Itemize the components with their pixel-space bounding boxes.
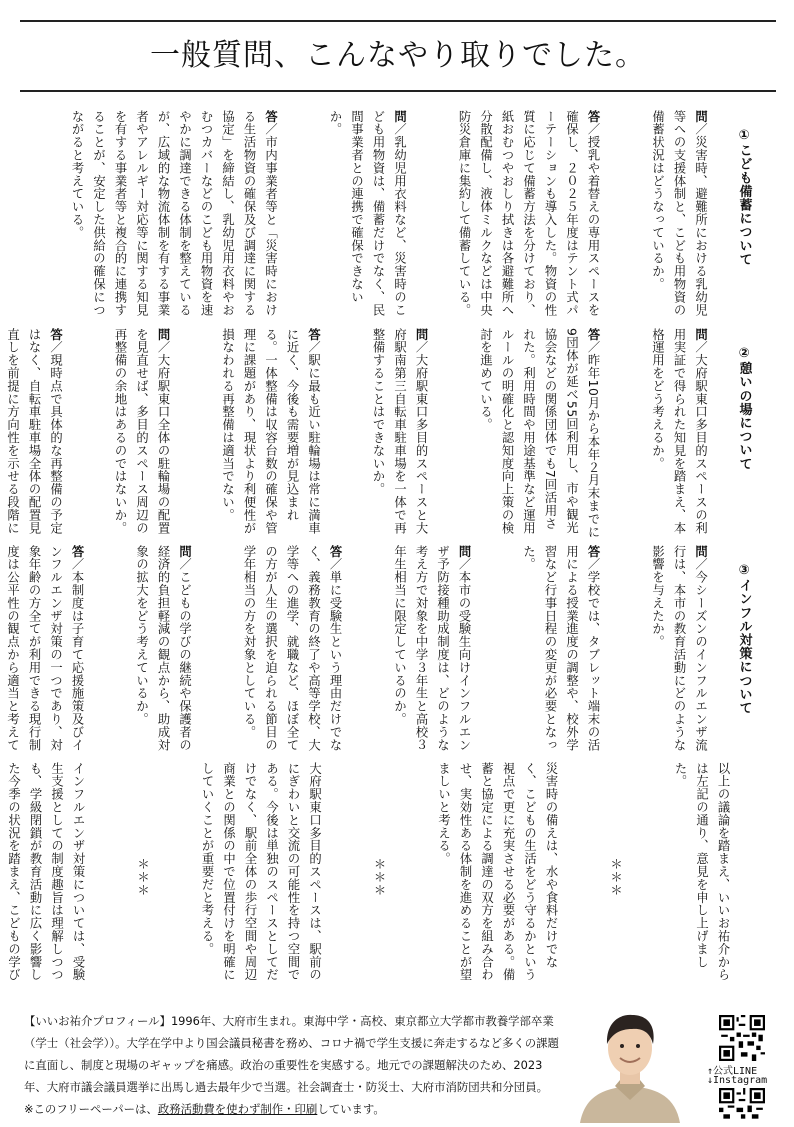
top-rule xyxy=(20,20,776,22)
question-label: 問 xyxy=(177,545,192,558)
answer-text: ／単に受験生という理由だけでなく、義務教育の終了や高等学校、大学等への進学、就職など、ほぼ全ての方が人生の選択を迫られる節目の学年相当の方を対象としている。 xyxy=(242,545,342,752)
portrait-photo xyxy=(560,1000,700,1123)
question-text: ／災害時、避難所における乳幼児等への支援体制と、こども用物資の備蓄状況はどうなっているか。 xyxy=(650,110,708,317)
question-label: 問 xyxy=(392,110,407,123)
opinion-intro: 以上の議論を踏まえ、いいお祐介からは左記の通り、意見を申し上げました。 xyxy=(673,762,730,982)
line-label: ↑公式LINE xyxy=(707,1066,758,1077)
page-title: 一般質問、こんなやり取りでした。 xyxy=(150,38,646,73)
answer-label: 答 xyxy=(586,545,600,558)
section-divider xyxy=(20,542,776,543)
section-opinions xyxy=(6,762,776,992)
profile-text: 【いいお祐介プロフィール】1996年、大府市生まれ。東海中学・高校、東京都立大学都市教養学部卒業（学士（社会学））。大学在学中より国会議員秘書を務め、コロナ禍で学生支援に奔走するなど多くの課題に直面し、制度と現場のギャップを痛感。政治の重要性を実感する。地元での課題解決のため、2023年、大府市議会議員選挙に出馬し過去最年少で当選。社会調査士・防災士、大府市消防団共和分団員。 xyxy=(24,1014,559,1094)
funding-note xyxy=(24,1098,564,1120)
opinion-paragraph: 災害時の備えは、水や食料だけでなく、こどもの生活をどう守るかという視点で更に充実させる必要がある。備蓄と協定による調達の双方を組み合わせ、実効性ある体制を進めることが望ましいと考える。 xyxy=(436,762,558,982)
answer-text: ／本制度は子育て応援施策及びインフルエンザ対策の一つであり、対象年齢の方全てが利用できる現行制度は公平性の観点から適当と考えて xyxy=(5,545,84,752)
profile-block xyxy=(24,1010,564,1120)
question-text: ／本市の受験生向けインフルエンザ予防接種助成制度は、どのような考え方で対象を中学３年生と高校３年生相当に限定しているのか。 xyxy=(392,545,471,752)
question-text: ／今シーズンのインフルエンザ流行は、本市の教育活動にどのような影響を与えたか。 xyxy=(650,545,708,752)
answer-text: ／学校では、タブレット端末の活用による授業進度の調整や、校外学習など行事日程の変更が必要となった。 xyxy=(521,545,600,752)
question-text: ／こどもの学びの継続や保護者の経済的負担軽減の観点から、助成対象の拡大をどう考えているか。 xyxy=(134,545,192,752)
question-label: 問 xyxy=(693,545,708,558)
question-text: ／大府駅東口多目的スペースの利用実証で得られた知見を踏まえ、本格運用をどう考えるか。 xyxy=(650,328,708,535)
section-heading: ①こども備蓄について xyxy=(736,128,752,267)
section-influ-taisaku xyxy=(5,545,776,757)
opinion-paragraph: インフルエンザ対策については、受験生支援としての制度趣旨は理解しつつも、学級閉鎖が教育活動に広く影響した今季の状況を踏まえ、こどもの学び xyxy=(6,762,85,982)
separator-stars: ＊＊＊ xyxy=(372,857,386,897)
answer-text: ／昨年10月から本年２月末までに9団体が延べ55回利用し、市や観光協会などの関係団体でも7回活用された。利用時間や用途基準など運用ルールの明確化と認知度向上策の検討を進めている。 xyxy=(478,328,600,539)
answer-text: ／授乳や着替えの専用スペースを確保し、２０２５年度はテント式パーテーションも導入した。物資の性質に応じて備蓄方法を分けており、紙おむつやおしり拭きは各避難所へ分散配備し、液体ミルクなどは中央防災倉庫に集約して備蓄している。 xyxy=(457,110,600,317)
answer-text: ／現時点で具体的な再整備の予定はなく、自転車駐車場全体の配置見直しを前提に方向性を示せる段階に xyxy=(5,328,63,535)
answer-label: 答 xyxy=(586,110,600,123)
answer-label: 答 xyxy=(263,110,278,123)
instagram-qr-code[interactable] xyxy=(719,1088,765,1120)
question-text: ／乳幼児用衣料など、災害時のこども用物資は、備蓄だけでなく、民間事業者との連携で確保できないか。 xyxy=(328,110,407,317)
line-qr-code[interactable] xyxy=(719,1015,765,1061)
answer-label: 答 xyxy=(328,545,342,558)
separator-stars: ＊＊＊ xyxy=(608,857,623,897)
question-text: ／大府駅東口多目的スペースと大府駅南第三自転車駐車場を一体で再整備することはできないか。 xyxy=(371,328,428,535)
section-heading: ②憩いの場について xyxy=(736,346,752,471)
answer-label: 答 xyxy=(48,328,63,341)
section-divider xyxy=(20,759,776,760)
answer-text: ／市内事業者等と「災害時における生活物資の確保及び調達に関する協定」を締結し、乳幼児用衣料やおむつカバーなどのこども用物資を速やかに調達できる体制を整えているが、広域的な物流体制を有する事業者やアレルギー対応等に関する知見を有する事業者等と複合的に連携することが、安定した供給の確保につながると考えている。 xyxy=(70,110,278,317)
question-label: 問 xyxy=(156,328,170,341)
answer-label: 答 xyxy=(306,328,321,341)
answer-text: ／駅に最も近い駐輪場は常に満車に近く、今後も需要増が見込まれる。一体整備は収容台数の確保や管理に課題があり、現状より利便性が損なわれる再整備は適当でない。 xyxy=(220,328,321,535)
question-label: 問 xyxy=(414,328,428,341)
funding-note-post: しています。 xyxy=(317,1102,385,1116)
question-label: 問 xyxy=(693,328,708,341)
separator-stars: ＊＊＊ xyxy=(135,857,150,897)
section-divider xyxy=(20,324,776,325)
funding-note-pre: ※このフリーペーパーは、 xyxy=(24,1102,158,1116)
opinion-paragraph: 大府駅東口多目的スペースは、駅前のにぎわいと交流の可能性を持つ空間である。今後は単独のスペースとしてだけでなく、駅前全体の歩行空間や周辺商業との関係の中で位置付けを明確にしていくことが重要だと考える。 xyxy=(200,762,322,982)
answer-label: 答 xyxy=(586,328,600,341)
funding-note-emphasis: 政務活動費を使わず制作・印刷 xyxy=(157,1102,318,1116)
question-label: 問 xyxy=(457,545,471,558)
answer-label: 答 xyxy=(70,545,84,558)
instagram-label: ↓Instagram xyxy=(707,1075,768,1086)
title-underline xyxy=(20,90,776,92)
section-kodomo-bichiku xyxy=(20,110,776,322)
question-label: 問 xyxy=(693,110,708,123)
section-ikoi-no-ba xyxy=(5,328,776,540)
question-text: ／大府駅東口全体の駐輪場の配置を見直せば、多目的スペース周辺の再整備の余地はあるのではないか。 xyxy=(113,328,170,535)
section-heading: ③インフル対策について xyxy=(736,563,752,715)
